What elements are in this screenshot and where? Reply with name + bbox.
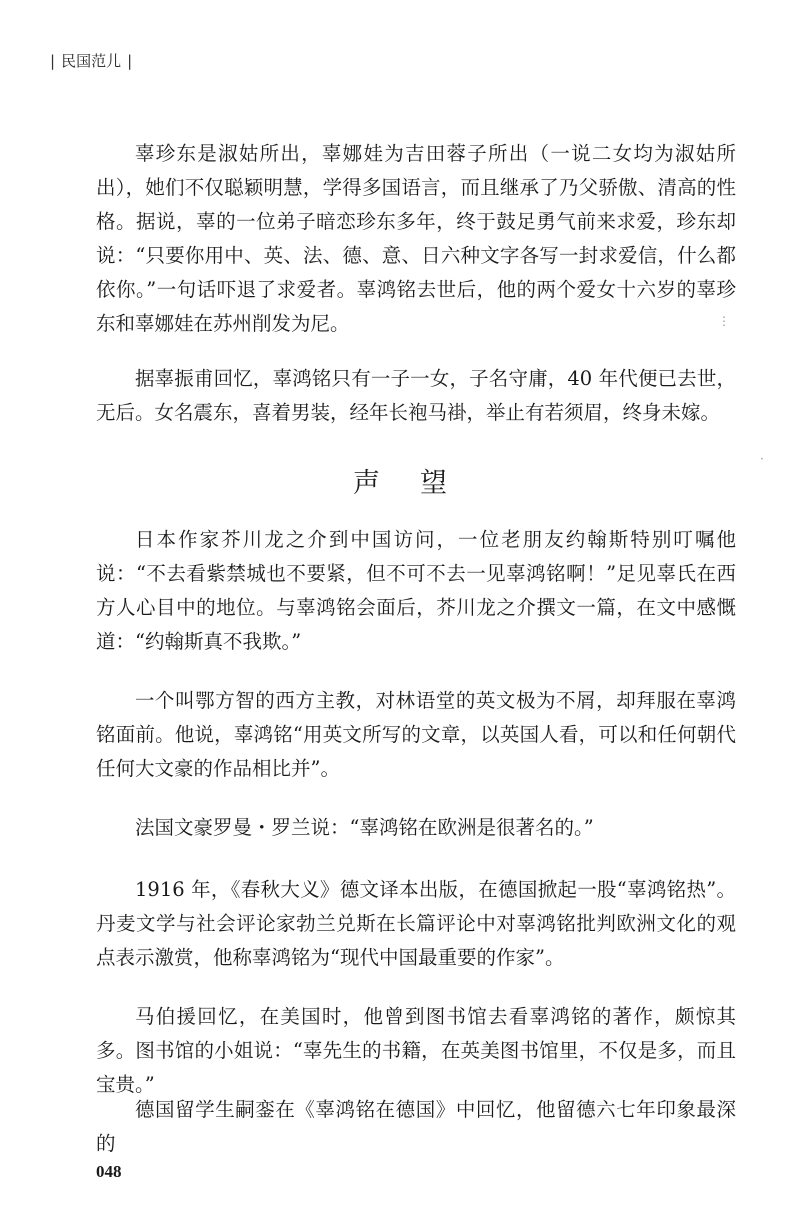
body-paragraph: 德国留学生嗣銮在《辜鸿铭在德国》中回忆，他留德六七年印象最深的 [96, 1098, 736, 1155]
body-paragraph: 法国文豪罗曼・罗兰说：“辜鸿铭在欧洲是很著名的。” [135, 816, 594, 839]
body-paragraph: 日本作家芥川龙之介到中国访问，一位老朋友约翰斯特别叮嘱他说：“不去看紫禁城也不要紧，但不可不去一见辜鸿铭啊！”足见辜氏在西方人心目中的地位。与辜鸿铭会面后，芥川龙之介撰文一篇，在文中感慨道：“约翰斯真不我欺。” [96, 528, 736, 653]
scan-speck: ⋮ [718, 314, 730, 328]
section-title: 声望 [353, 468, 487, 499]
page-number: 048 [96, 1162, 122, 1181]
body-paragraph: 据辜振甫回忆，辜鸿铭只有一子一女，子名守庸，40 年代便已去世，无后。女名震东，喜着男装，经年长袍马褂，举止有若须眉，终身未嫁。 [96, 367, 736, 424]
body-paragraph: 1916 年，《春秋大义》德文译本出版，在德国掀起一股“辜鸿铭热”。丹麦文学与社会评论家勃兰兑斯在长篇评论中对辜鸿铭批判欧洲文化的观点表示激赏，他称辜鸿铭为“现代中国最重要的作家”。 [96, 878, 736, 969]
scan-speck: · [760, 452, 764, 466]
running-head [44, 50, 138, 71]
body-paragraph: 马伯援回忆，在美国时，他曾到图书馆去看辜鸿铭的著作，颇惊其多。图书馆的小姐说：“辜先生的书籍，在英美图书馆里，不仅是多，而且宝贵。” [96, 1005, 736, 1096]
body-paragraph: 一个叫鄂方智的西方主教，对林语堂的英文极为不屑，却拜服在辜鸿铭面前。他说，辜鸿铭“用英文所写的文章，以英国人看，可以和任何朝代任何大文豪的作品相比并”。 [96, 689, 736, 780]
header-divider-right: | [127, 52, 133, 70]
body-paragraph: 辜珍东是淑姑所出，辜娜娃为吉田蓉子所出（一说二女均为淑姑所出），她们不仅聪颖明慧，学得多国语言，而且继承了乃父骄傲、清高的性格。据说，辜的一位弟子暗恋珍东多年，终于鼓足勇气前来求爱，珍东却说：“只要你用中、英、法、德、意、日六种文字各写一封求爱信，什么都依你。”一句话吓退了求爱者。辜鸿铭去世后，他的两个爱女十六岁的辜珍东和辜娜娃在苏州削发为尼。 [96, 142, 736, 335]
header-divider-left: | [50, 52, 56, 70]
book-title: 民国范儿 [61, 52, 122, 70]
